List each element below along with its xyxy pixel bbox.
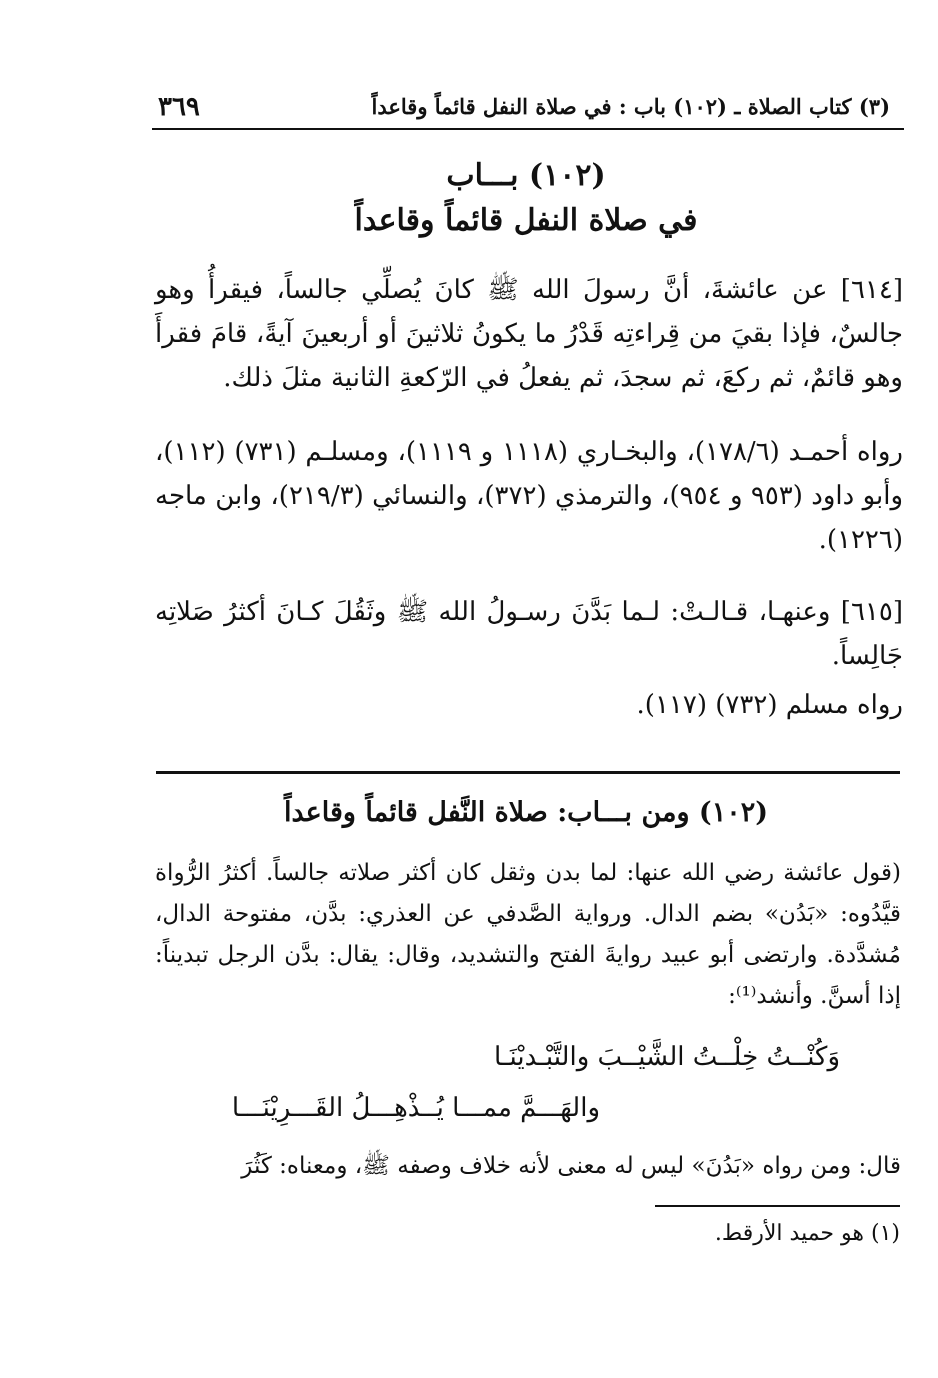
hadith-615-sources: رواه مسلم (٧٣٢) (١١٧). <box>636 690 903 720</box>
chapter-number: (١٠٢) بـــاب <box>446 158 606 193</box>
running-head: (٣) كتاب الصلاة ـ (١٠٢) باب : في صلاة النفل قائماً وقاعداً <box>371 94 890 119</box>
chapter-title: في صلاة النفل قائماً وقاعداً <box>354 203 698 238</box>
footnote-rule <box>655 1205 900 1207</box>
section-divider <box>156 771 900 774</box>
hadith-614: [٦١٤] عن عائشةَ، أنَّ رسولَ الله ﷺ كانَ يُصلِّي جالساً، فيقرأُ وهو جالسٌ، فإذا بقيَ من قِراءتِه قَدْرُ ما يكونُ ثلاثينَ أو أربعينَ آيةً، قامَ فقرأَ وهو قائمٌ، ثم ركعَ، ثم سجدَ، ثم يفعلُ في الرّكعةِ الثانية مثلَ ذلك. <box>155 275 903 393</box>
header-rule <box>152 128 904 130</box>
commentary-paragraph: (قول عائشة رضي الله عنها: لما بدن وثقل كان أكثر صلاته جالساً. أكثرُ الرُّواة قيَّدُوه: «بَدُن» بضم الدال. ورواية الصَّدفي عن العذري: بدَّن، مفتوحة الدال، مُشدَّدة. وارتضى أبو عبيد روايةَ الفتح والتشديد، وقال: يقال: بدَّن الرجل تبديناً: إذا أسنَّ. وأنشد⁽¹⁾: <box>155 860 901 1009</box>
poem-line-2: والهَـــمَّ ممـــا يُــذْهِـــلُ القَـــرِيْنَـــا <box>231 1093 600 1123</box>
hadith-614-sources: رواه أحمـد (١٧٨/٦)، والبخـاري (١١١٨ و ١١١٩)، ومسلـم (٧٣١) (١١٢)، وأبو داود (٩٥٣ و ٩٥٤)، والترمذي (٣٧٢)، والنسائي (٢١٩/٣)، وابن ماجه (١٢٢٦). <box>155 437 904 555</box>
poem-line-1: وَكُنْــتُ خِلْــتُ الشَّيْــبَ والتَّبْـديْنَـا <box>493 1042 840 1072</box>
hadith-615: [٦١٥] وعنهـا، قـالـتْ: لـما بَدَّنَ رسـولُ الله ﷺ وثَقُلَ كـانَ أكثرُ صَلاتِه جَالِساً. <box>155 597 903 671</box>
page-header <box>150 88 902 128</box>
commentary-heading: (١٠٢) ومن بـــاب: صلاة النَّفل قائماً وقاعداً <box>284 797 768 828</box>
page-number: ٣٦٩ <box>158 92 200 122</box>
commentary-continuation: قال: ومن رواه «بَدُنَ» ليس له معنى لأنه خلاف وصفه ﷺ، ومعناه: كَثُرَ <box>241 1153 901 1179</box>
footnote: (١) هو حميد الأرقط. <box>714 1221 900 1246</box>
